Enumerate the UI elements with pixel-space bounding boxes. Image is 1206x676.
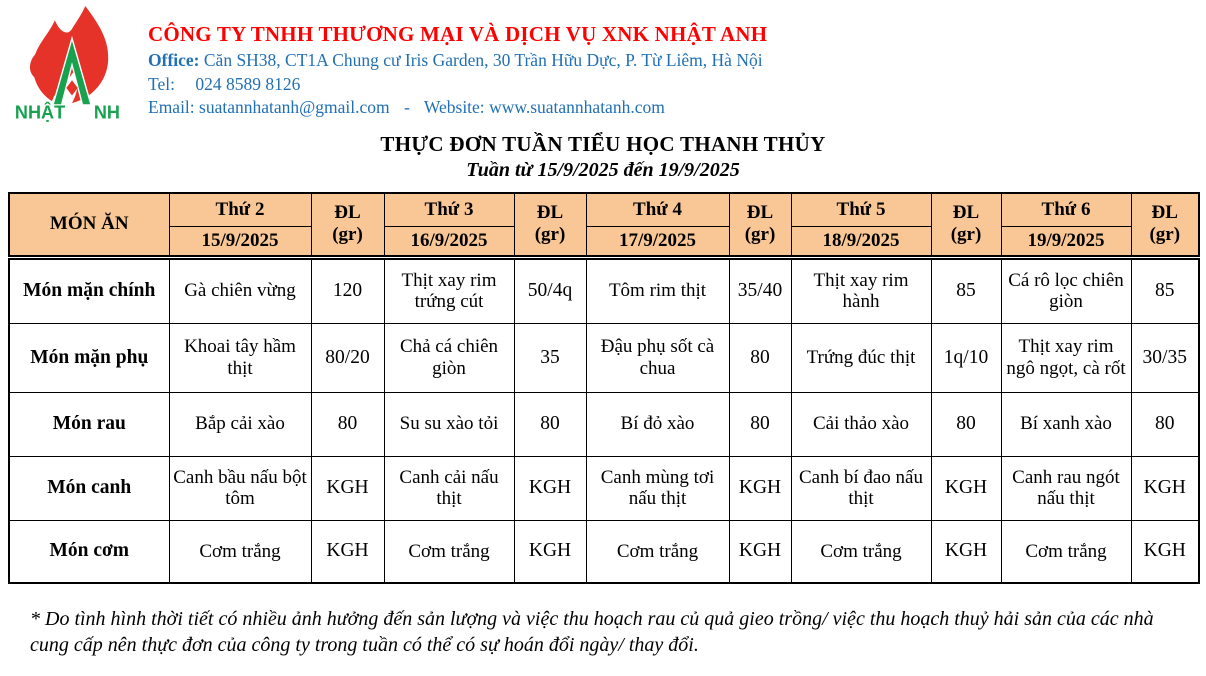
unit-sub-label: (gr) bbox=[744, 224, 776, 246]
dish-cell: Canh bầu nấu bột tôm bbox=[169, 456, 311, 520]
corner-header: MÓN ĂN bbox=[9, 193, 169, 257]
quantity-cell: 80 bbox=[729, 392, 791, 456]
website-address: www.suatannhatanh.com bbox=[489, 97, 665, 118]
quantity-cell: 30/35 bbox=[1131, 323, 1199, 392]
dish-cell: Canh mùng tơi nấu thịt bbox=[586, 456, 729, 520]
category-cell: Món mặn chính bbox=[9, 257, 169, 323]
footnote: * Do tình hình thời tiết có nhiều ảnh hưởng đến sản lượng và việc thu hoạch rau củ quả gieo trồng/ việc thu hoạch thuỷ hải sản của các nhà cung cấp nên thực đơn của công ty trong tuần có thể có sự hoán đổi ngày/ thay đổi. bbox=[30, 608, 1154, 657]
quantity-cell: KGH bbox=[931, 520, 1001, 583]
tel-label: Tel: bbox=[148, 73, 175, 94]
quantity-cell: KGH bbox=[1131, 520, 1199, 583]
letterhead bbox=[0, 0, 1206, 124]
dish-cell: Thịt xay rim trứng cút bbox=[384, 257, 514, 323]
unit-header-5 bbox=[931, 193, 1001, 257]
quantity-cell: 120 bbox=[311, 257, 384, 323]
category-cell: Món canh bbox=[9, 456, 169, 520]
document-title: THỰC ĐƠN TUẦN TIỂU HỌC THANH THỦY bbox=[380, 132, 826, 156]
company-logo bbox=[14, 6, 130, 124]
email-address: suatannhatanh@gmail.com bbox=[199, 97, 390, 118]
dish-cell: Canh cải nấu thịt bbox=[384, 456, 514, 520]
menu-row bbox=[9, 257, 1199, 323]
menu-row bbox=[9, 392, 1199, 456]
day-header-2: Thứ 2 bbox=[169, 193, 311, 226]
flame-logo-icon bbox=[14, 6, 130, 124]
unit-sub-label: (gr) bbox=[332, 224, 363, 246]
unit-label: ĐL bbox=[746, 202, 774, 224]
menu-row bbox=[9, 323, 1199, 392]
contact-block bbox=[148, 6, 767, 118]
quantity-cell: 50/4q bbox=[514, 257, 586, 323]
category-cell: Món rau bbox=[9, 392, 169, 456]
dish-cell: Cá rô lọc chiên giòn bbox=[1001, 257, 1131, 323]
dish-cell: Khoai tây hầm thịt bbox=[169, 323, 311, 392]
logo-text-left: NHẬT bbox=[14, 102, 66, 123]
unit-label: ĐL bbox=[1151, 202, 1178, 224]
quantity-cell: 85 bbox=[1131, 257, 1199, 323]
unit-sub-label: (gr) bbox=[950, 224, 982, 246]
dish-cell: Trứng đúc thịt bbox=[791, 323, 931, 392]
quantity-cell: KGH bbox=[729, 456, 791, 520]
dish-cell: Thịt xay rim ngô ngọt, cà rốt bbox=[1001, 323, 1131, 392]
tel-number: 024 8589 8126 bbox=[195, 73, 301, 94]
date-header-row bbox=[9, 226, 1199, 257]
dish-cell: Su su xào tỏi bbox=[384, 392, 514, 456]
date-header-3: 16/9/2025 bbox=[384, 226, 514, 257]
title-block bbox=[0, 132, 1206, 182]
day-header-3: Thứ 3 bbox=[384, 193, 514, 226]
dish-cell: Cải thảo xào bbox=[791, 392, 931, 456]
category-cell: Món mặn phụ bbox=[9, 323, 169, 392]
unit-sub-label: (gr) bbox=[1149, 224, 1181, 246]
quantity-cell: 35 bbox=[514, 323, 586, 392]
quantity-cell: 80 bbox=[514, 392, 586, 456]
website-label: Website: bbox=[423, 97, 485, 118]
quantity-cell: 85 bbox=[931, 257, 1001, 323]
dish-cell: Canh bí đao nấu thịt bbox=[791, 456, 931, 520]
dish-cell: Cơm trắng bbox=[169, 520, 311, 583]
quantity-cell: KGH bbox=[311, 520, 384, 583]
date-header-4: 17/9/2025 bbox=[586, 226, 729, 257]
dish-cell: Canh rau ngót nấu thịt bbox=[1001, 456, 1131, 520]
separator-dash: - bbox=[403, 97, 410, 118]
day-header-6: Thứ 6 bbox=[1001, 193, 1131, 226]
dish-cell: Cơm trắng bbox=[586, 520, 729, 583]
dish-cell: Thịt xay rim hành bbox=[791, 257, 931, 323]
dish-cell: Chả cá chiên giòn bbox=[384, 323, 514, 392]
weekly-menu-table bbox=[8, 192, 1200, 584]
day-header-row bbox=[9, 193, 1199, 226]
dish-cell: Bí đỏ xào bbox=[586, 392, 729, 456]
dish-cell: Cơm trắng bbox=[791, 520, 931, 583]
dish-cell: Bắp cải xào bbox=[169, 392, 311, 456]
quantity-cell: KGH bbox=[514, 456, 586, 520]
menu-row bbox=[9, 456, 1199, 520]
quantity-cell: 80 bbox=[1131, 392, 1199, 456]
quantity-cell: KGH bbox=[514, 520, 586, 583]
dish-cell: Bí xanh xào bbox=[1001, 392, 1131, 456]
unit-label: ĐL bbox=[334, 202, 361, 224]
date-header-5: 18/9/2025 bbox=[791, 226, 931, 257]
date-header-2: 15/9/2025 bbox=[169, 226, 311, 257]
quantity-cell: KGH bbox=[931, 456, 1001, 520]
day-header-4: Thứ 4 bbox=[586, 193, 729, 226]
table-body bbox=[9, 257, 1199, 583]
email-line bbox=[148, 97, 767, 118]
quantity-cell: KGH bbox=[1131, 456, 1199, 520]
quantity-cell: 80 bbox=[729, 323, 791, 392]
unit-header-2 bbox=[311, 193, 384, 257]
dish-cell: Cơm trắng bbox=[1001, 520, 1131, 583]
quantity-cell: 80 bbox=[931, 392, 1001, 456]
date-header-6: 19/9/2025 bbox=[1001, 226, 1131, 257]
unit-sub-label: (gr) bbox=[534, 224, 566, 246]
logo-text-right: NH bbox=[93, 102, 121, 123]
category-cell: Món cơm bbox=[9, 520, 169, 583]
table-header bbox=[9, 193, 1199, 257]
tel-line bbox=[148, 74, 767, 95]
quantity-cell: 80/20 bbox=[311, 323, 384, 392]
menu-row bbox=[9, 520, 1199, 583]
quantity-cell: 80 bbox=[311, 392, 384, 456]
dish-cell: Tôm rim thịt bbox=[586, 257, 729, 323]
quantity-cell: 1q/10 bbox=[931, 323, 1001, 392]
company-name: CÔNG TY TNHH THƯƠNG MẠI VÀ DỊCH VỤ XNK NHẬT ANH bbox=[148, 22, 768, 46]
email-label: Email: bbox=[148, 97, 195, 118]
unit-header-4 bbox=[729, 193, 791, 257]
quantity-cell: KGH bbox=[311, 456, 384, 520]
day-header-5: Thứ 5 bbox=[791, 193, 931, 226]
unit-label: ĐL bbox=[952, 202, 980, 224]
document-subtitle: Tuần từ 15/9/2025 đến 19/9/2025 bbox=[466, 159, 740, 181]
unit-label: ĐL bbox=[536, 202, 564, 224]
office-address: Căn SH38, CT1A Chung cư Iris Garden, 30 Trần Hữu Dực, P. Từ Liêm, Hà Nội bbox=[203, 50, 763, 70]
dish-cell: Cơm trắng bbox=[384, 520, 514, 583]
dish-cell: Gà chiên vừng bbox=[169, 257, 311, 323]
unit-header-6 bbox=[1131, 193, 1199, 257]
quantity-cell: KGH bbox=[729, 520, 791, 583]
unit-header-3 bbox=[514, 193, 586, 257]
dish-cell: Đậu phụ sốt cà chua bbox=[586, 323, 729, 392]
office-label: Office: bbox=[148, 50, 200, 70]
office-line bbox=[148, 50, 767, 71]
quantity-cell: 35/40 bbox=[729, 257, 791, 323]
